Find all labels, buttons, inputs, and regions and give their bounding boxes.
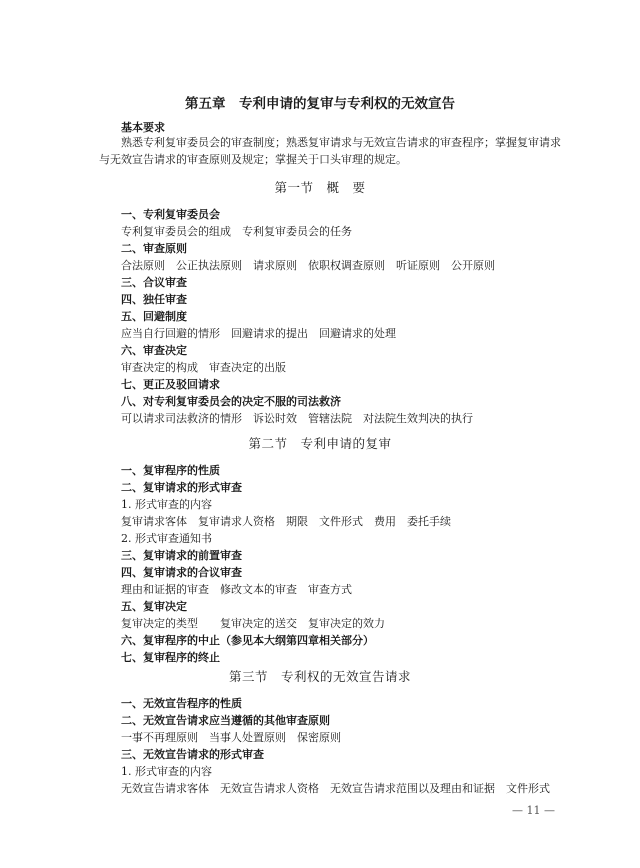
s1-heading-sole: 四、独任审查 <box>121 293 187 306</box>
s2-heading-decision: 五、复审决定 <box>121 600 187 613</box>
s1-body-judicial: 可以请求司法救济的情形 诉讼时效 管辖法院 对法院生效判决的执行 <box>121 412 473 425</box>
s1-body-principles: 合法原则 公正执法原则 请求原则 依职权调查原则 听证原则 公开原则 <box>121 259 495 272</box>
section-3-title: 第三节 专利权的无效宣告请求 <box>228 669 411 684</box>
s2-heading-nature: 一、复审程序的性质 <box>121 464 220 477</box>
s2-body-decision: 复审决定的类型 复审决定的送交 复审决定的效力 <box>121 617 385 630</box>
s2-heading-termination: 七、复审程序的终止 <box>121 651 220 664</box>
s2-body-collegial: 理由和证据的审查 修改文本的审查 审查方式 <box>121 583 352 596</box>
basic-requirements-line-1: 熟悉专利复审委员会的审查制度；熟悉复审请求与无效宣告请求的审查程序；掌握复审请求 <box>121 136 561 149</box>
section-2-title: 第二节 专利申请的复审 <box>248 436 392 451</box>
s1-heading-judicial: 八、对专利复审委员会的决定不服的司法救济 <box>121 395 341 408</box>
s1-body-recusal: 应当自行回避的情形 回避请求的提出 回避请求的处理 <box>121 327 396 340</box>
s3-sub-formal-content: 1. 形式审查的内容 <box>121 765 212 778</box>
basic-requirements-text <box>99 134 561 168</box>
s1-heading-collegial: 三、合议审查 <box>121 276 187 289</box>
s2-heading-formal: 二、复审请求的形式审查 <box>121 481 242 494</box>
s3-body-formal-content: 无效宣告请求客体 无效宣告请求人资格 无效宣告请求范围以及理由和证据 文件形式 <box>121 782 550 795</box>
s3-body-principles: 一事不再理原则 当事人处置原则 保密原则 <box>121 731 341 744</box>
s3-heading-formal: 三、无效宣告请求的形式审查 <box>121 748 264 761</box>
basic-requirements-line-2: 与无效宣告请求的审查原则及规定；掌握关于口头审理的规定。 <box>99 153 407 166</box>
s1-heading-decision: 六、审查决定 <box>121 344 187 357</box>
s1-body-committee: 专利复审委员会的组成 专利复审委员会的任务 <box>121 225 352 238</box>
s1-heading-principles: 二、审查原则 <box>121 242 187 255</box>
s2-heading-suspension: 六、复审程序的中止（参见本大纲第四章相关部分） <box>121 634 374 647</box>
s1-heading-correction: 七、更正及驳回请求 <box>121 378 220 391</box>
s3-heading-principles: 二、无效宣告请求应当遵循的其他审查原则 <box>121 714 330 727</box>
s2-heading-collegial: 四、复审请求的合议审查 <box>121 566 242 579</box>
s3-heading-nature: 一、无效宣告程序的性质 <box>121 697 242 710</box>
s2-body-formal-content: 复审请求客体 复审请求人资格 期限 文件形式 费用 委托手续 <box>121 515 451 528</box>
s2-heading-preexam: 三、复审请求的前置审查 <box>121 549 242 562</box>
s1-heading-committee: 一、专利复审委员会 <box>121 208 220 221</box>
page-number: — 11 — <box>512 804 555 817</box>
s2-sub-formal-content: 1. 形式审查的内容 <box>121 498 212 511</box>
s2-sub-notice: 2. 形式审查通知书 <box>121 532 212 545</box>
basic-requirements-heading: 基本要求 <box>121 121 165 134</box>
s1-heading-recusal: 五、回避制度 <box>121 310 187 323</box>
chapter-title: 第五章 专利申请的复审与专利权的无效宣告 <box>185 96 455 112</box>
section-1-title: 第一节 概 要 <box>274 180 366 195</box>
s1-body-decision: 审查决定的构成 审查决定的出版 <box>121 361 286 374</box>
